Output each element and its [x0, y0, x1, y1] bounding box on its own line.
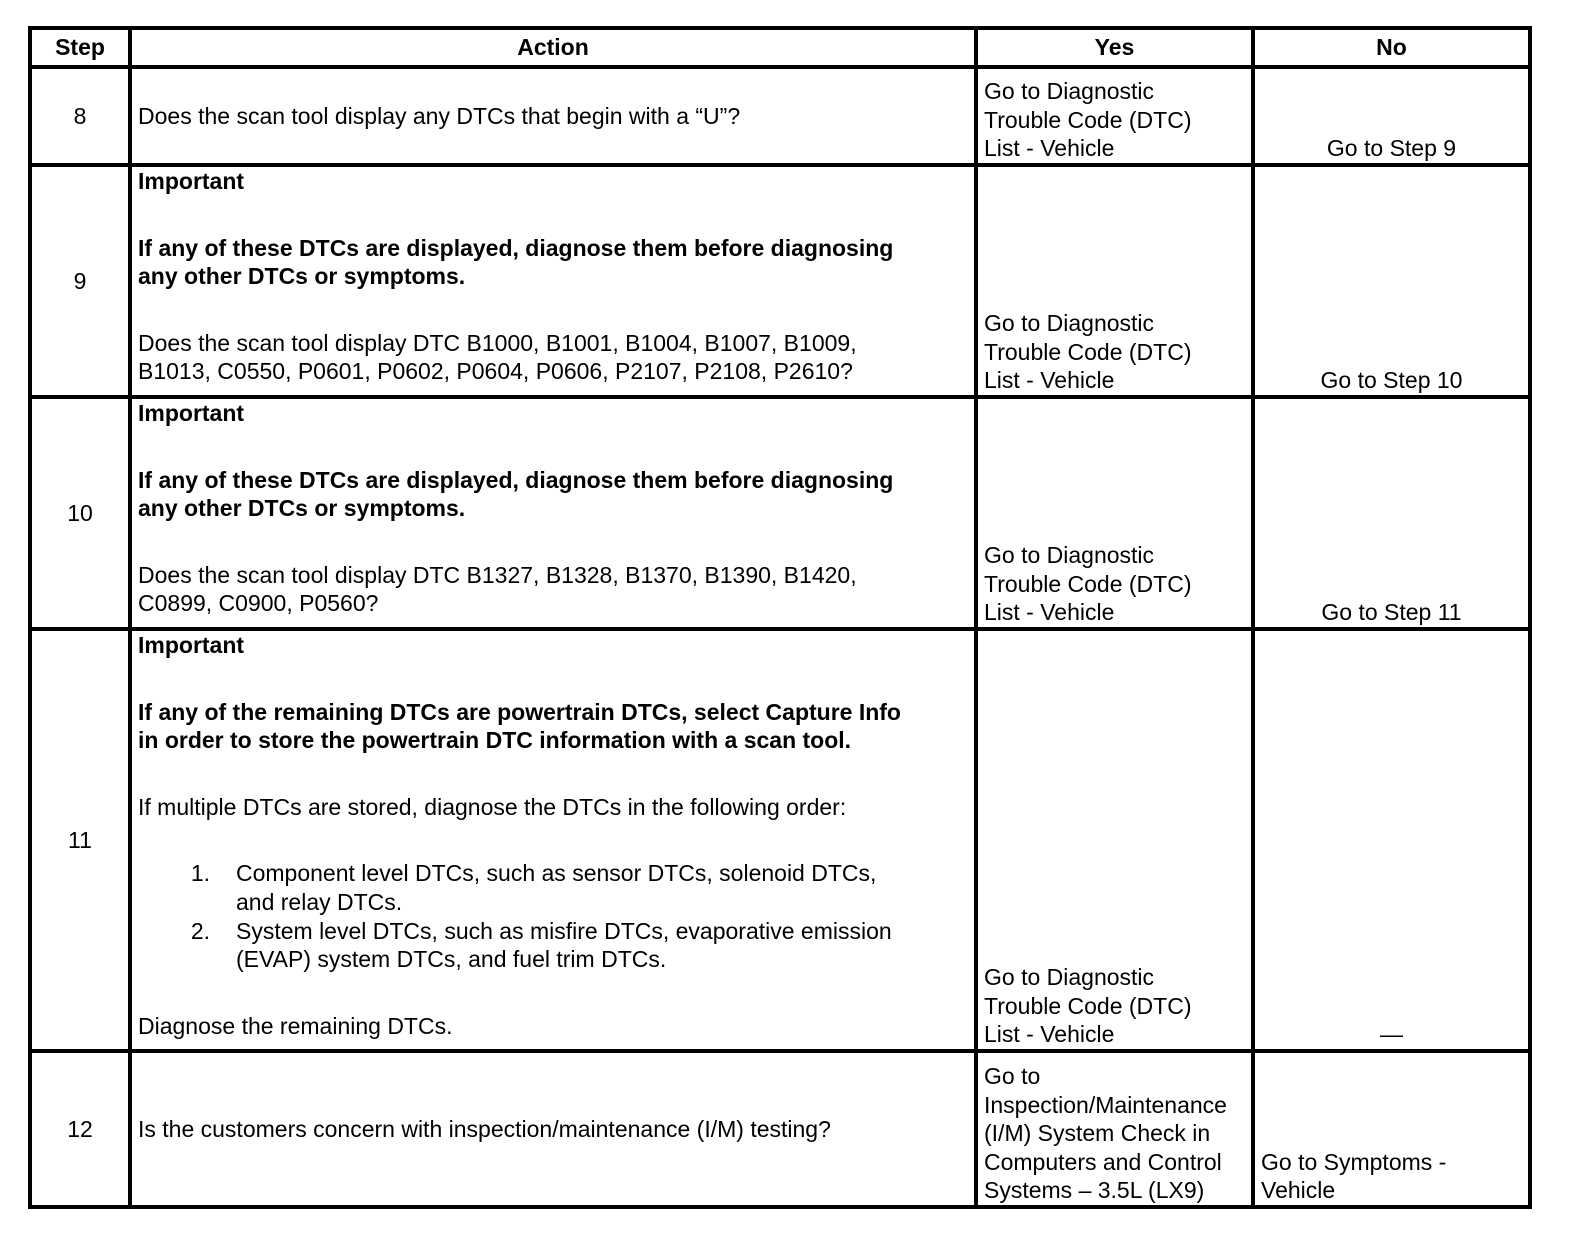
- action-cell: [130, 165, 976, 397]
- yes-line: Inspection/Maintenance: [984, 1091, 1227, 1118]
- warning-line: If any of the remaining DTCs are powertrain DTCs, select Capture Info: [138, 698, 901, 725]
- yes-cell: [976, 629, 1253, 1051]
- warning-line: any other DTCs or symptoms.: [138, 495, 466, 522]
- no-text: Go to Step 10: [1320, 367, 1463, 394]
- list-item-line: System level DTCs, such as misfire DTCs, evaporative emission: [236, 917, 892, 944]
- order-intro: If multiple DTCs are stored, diagnose the DTCs in the following order:: [138, 793, 847, 820]
- important-label: Important: [138, 632, 245, 658]
- yes-line: Systems – 3.5L (LX9): [984, 1177, 1205, 1204]
- yes-line: Trouble Code (DTC): [984, 106, 1192, 133]
- no-cell: [1253, 397, 1530, 629]
- yes-line: Go to Diagnostic: [984, 78, 1155, 105]
- list-item: [138, 859, 968, 916]
- order-list: [138, 859, 968, 973]
- header-yes: Yes: [976, 28, 1253, 67]
- yes-line: Go to: [984, 1063, 1041, 1090]
- yes-cell: [976, 397, 1253, 629]
- yes-cell: [976, 165, 1253, 397]
- step-number: 10: [30, 397, 130, 629]
- yes-cell: [976, 67, 1253, 165]
- no-text: Go to Step 11: [1321, 599, 1462, 626]
- action-question: Is the customers concern with inspection/maintenance (I/M) testing?: [138, 1115, 831, 1142]
- table-row-step-11: [30, 629, 1530, 1051]
- warning-line: in order to store the powertrain DTC information with a scan tool.: [138, 727, 852, 754]
- yes-line: List - Vehicle: [984, 135, 1115, 162]
- yes-line: Trouble Code (DTC): [984, 570, 1192, 597]
- step-number: 12: [30, 1051, 130, 1207]
- action-question-line: Does the scan tool display DTC B1000, B1001, B1004, B1007, B1009,: [138, 329, 857, 356]
- yes-line: Go to Diagnostic: [984, 542, 1155, 569]
- table-row-step-10: [30, 397, 1530, 629]
- no-cell: [1253, 1051, 1530, 1207]
- yes-line: (I/M) System Check in: [984, 1120, 1211, 1147]
- yes-line: List - Vehicle: [984, 1021, 1115, 1048]
- action-question: Does the scan tool display any DTCs that begin with a “U”?: [138, 102, 741, 129]
- action-question-line: B1013, C0550, P0601, P0602, P0604, P0606, P2107, P2108, P2610?: [138, 358, 853, 385]
- table-row-step-9: [30, 165, 1530, 397]
- list-item-number: 1.: [190, 860, 210, 887]
- no-cell: [1253, 67, 1530, 165]
- diagnostic-table: [28, 26, 1532, 1209]
- step-number: 8: [30, 67, 130, 165]
- yes-line: List - Vehicle: [984, 599, 1115, 626]
- header-action: Action: [130, 28, 976, 67]
- no-text: Go to Step 9: [1326, 135, 1457, 162]
- no-text: —: [1380, 1021, 1403, 1048]
- no-line: Go to Symptoms -: [1261, 1148, 1447, 1175]
- step-number: 11: [30, 629, 130, 1051]
- warning-line: If any of these DTCs are displayed, diagnose them before diagnosing: [138, 234, 894, 261]
- yes-line: Trouble Code (DTC): [984, 992, 1192, 1019]
- important-label: Important: [138, 400, 245, 426]
- yes-line: Computers and Control: [984, 1148, 1222, 1175]
- header-no: No: [1253, 28, 1530, 67]
- action-cell: [130, 1051, 976, 1207]
- no-cell: [1253, 165, 1530, 397]
- action-cell: [130, 67, 976, 165]
- yes-line: Go to Diagnostic: [984, 964, 1155, 991]
- no-cell: [1253, 629, 1530, 1051]
- no-line: Vehicle: [1261, 1177, 1336, 1204]
- yes-cell: [976, 1051, 1253, 1207]
- action-question-line: Does the scan tool display DTC B1327, B1328, B1370, B1390, B1420,: [138, 561, 857, 588]
- action-question: Diagnose the remaining DTCs.: [138, 1012, 453, 1039]
- action-cell: [130, 629, 976, 1051]
- list-item-line: (EVAP) system DTCs, and fuel trim DTCs.: [236, 946, 667, 973]
- warning-line: any other DTCs or symptoms.: [138, 263, 466, 290]
- warning-line: If any of these DTCs are displayed, diagnose them before diagnosing: [138, 466, 894, 493]
- list-item: [138, 917, 968, 974]
- list-item-line: Component level DTCs, such as sensor DTCs, solenoid DTCs,: [236, 860, 877, 887]
- yes-line: List - Vehicle: [984, 367, 1115, 394]
- action-question-line: C0899, C0900, P0560?: [138, 590, 379, 617]
- table-row-step-12: [30, 1051, 1530, 1207]
- list-item-line: and relay DTCs.: [236, 888, 403, 915]
- action-cell: [130, 397, 976, 629]
- header-step: Step: [30, 28, 130, 67]
- table-row-step-8: [30, 67, 1530, 165]
- step-number: 9: [30, 165, 130, 397]
- yes-line: Trouble Code (DTC): [984, 338, 1192, 365]
- important-label: Important: [138, 168, 245, 194]
- header-row: [30, 28, 1530, 67]
- yes-line: Go to Diagnostic: [984, 310, 1155, 337]
- list-item-number: 2.: [190, 917, 210, 944]
